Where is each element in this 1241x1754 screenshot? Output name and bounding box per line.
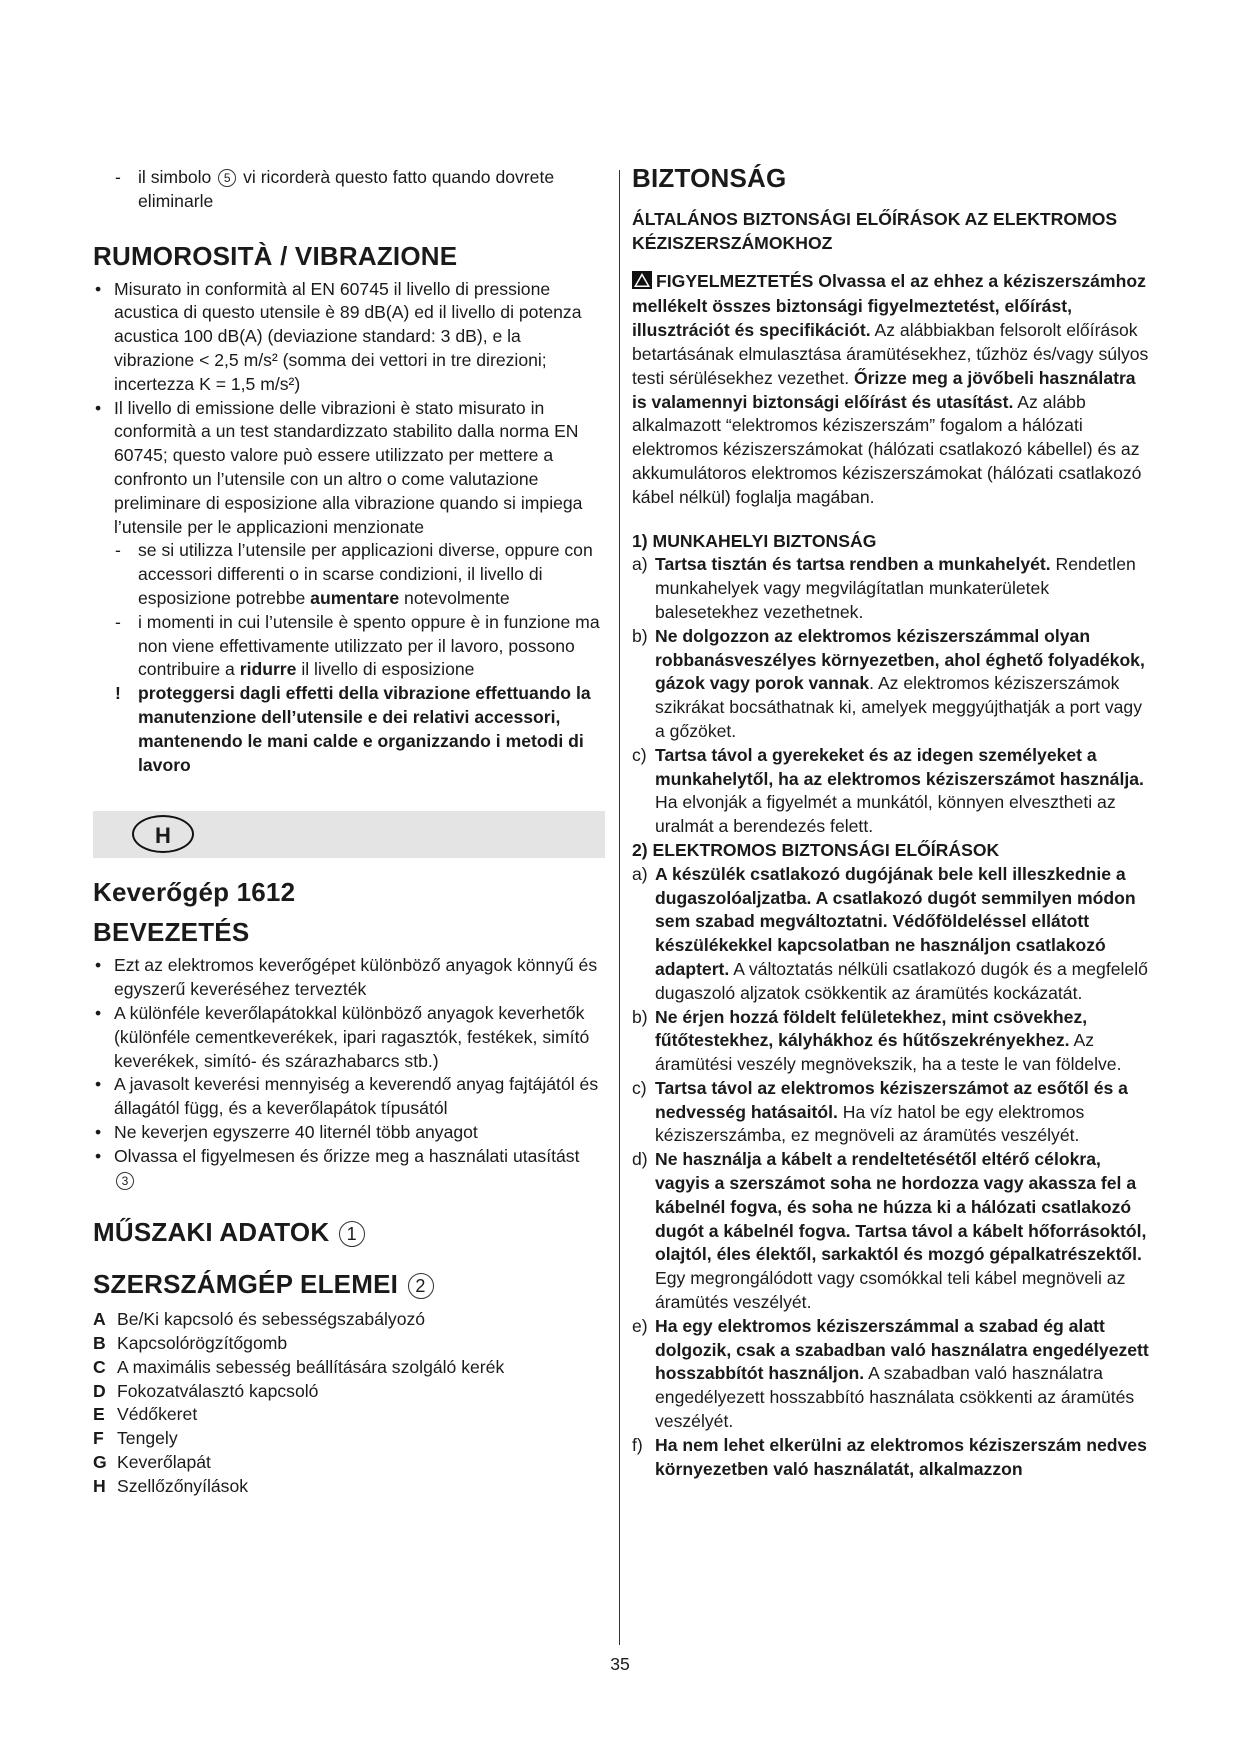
section-2-item-e: e) Ha egy elektromos kéziszerszámmal a szabad ég alatt dolgozik, csak a szabadban való használatra engedélyezett hosszabbítót használjon. A szabadban való használatra engedélyezett hosszabbító használata csökkenti az áramütés veszélyét. <box>632 1315 1149 1432</box>
noise-title: RUMOROSITÀ / VIBRAZIONE <box>93 240 458 271</box>
section-2-item-c: c) Tartsa távol az elektromos kéziszerszámot az esőtől és a nedvesség hatásaitól. Ha víz hatol be egy elektromos kéziszerszámba, ez megnöveli az áramütés veszélyét. <box>632 1077 1128 1146</box>
general-safety-title: ÁLTALÁNOS BIZTONSÁGI ELŐÍRÁSOK AZ ELEKTROMOS KÉZISZERSZÁMOKHOZ <box>632 209 1118 253</box>
noise-dash-2: - i momenti in cui l’utensile è spento oppure è in funzione ma non viene effettivamente utilizzato per il lavoro, possono contribuire a ridurre il livello di esposizione <box>115 611 600 680</box>
circled-number-ref: 5 <box>218 169 236 187</box>
section-2-item-f: f) Ha nem lehet elkerülni az elektromos kéziszerszám nedves környezetben való használatát, alkalmazzon <box>632 1434 1147 1479</box>
section-1-item-b: b) Ne dolgozzon az elektromos kéziszerszámmal olyan robbanásveszélyes környezetben, ahol éghető folyadékok, gázok vagy porok vannak. Az elektromos kéziszerszámok szikrákat bocsáthatnak ki, amelyek meggyújthatják a port vagy a gőzöket. <box>632 625 1145 741</box>
noise-bullet-2: • Il livello di emissione delle vibrazioni è stato misurato in conformità a un test standardizzato stabilito dalla norma EN 60745; questo valore può essere utilizzato per mettere a confronto un l’utensile con un altro o come valutazione preliminare di esposizione alla vibrazione quando si impiega l’utensile per le applicazioni menzionate <box>95 397 583 537</box>
noise-bullet-1: • Misurato in conformità al EN 60745 il livello di pressione acustica di questo utensile è 89 dB(A) ed il livello di potenza acustica 100 dB(A) (deviazione standard: 3 dB), e la vibrazione < 2,5 m/s² (somma dei vettori in tre direzioni; incertezza K = 1,5 m/s²) <box>95 278 582 394</box>
part-item: E Védőkeret <box>93 1404 198 1425</box>
section-2-title: 2) ELEKTROMOS BIZTONSÁGI ELŐÍRÁSOK <box>632 839 1000 860</box>
section-1-list <box>632 553 1150 839</box>
section-2-list <box>632 863 1150 1482</box>
circled-number-ref: 3 <box>116 1172 134 1190</box>
dash-text: il simbolo <box>138 167 217 187</box>
safety-title: BIZTONSÁG <box>632 163 787 193</box>
section-2-item-b: b) Ne érjen hozzá földelt felületekhez, mint csövekhez, fűtőtestekhez, kályhákhoz és hűtőszekrényekhez. Az áramütési veszély megnövekszik, ha a teste le van földelve. <box>632 1006 1122 1075</box>
right-column <box>632 162 1150 1481</box>
left-column <box>93 166 605 1499</box>
language-code-oval: H <box>132 815 194 853</box>
circled-number-ref: 1 <box>339 1221 365 1247</box>
noise-warning: ! proteggersi dagli effetti della vibrazione effettuando la manutenzione dell’utensile e dei relativi accessori, mantenendo le mani calde e organizzando i metodi di lavoro <box>115 683 591 775</box>
section-1-item-a: a) Tartsa tisztán és tartsa rendben a munkahelyét. Rendetlen munkahelyek vagy megvilágítatlan munkaterületek balesetekhez vezethetnek. <box>632 554 1136 622</box>
section-1-title: 1) MUNKAHELYI BIZTONSÁG <box>632 530 877 551</box>
column-divider <box>619 170 620 1645</box>
intro-bullet-1: • Ezt az elektromos keverőgépet különböző anyagok könnyű és egyszerű keveréséhez tervezték <box>95 955 598 1000</box>
parts-title: SZERSZÁMGÉP ELEMEI 2 <box>93 1268 605 1300</box>
part-item: H Szellőzőnyílások <box>93 1475 249 1496</box>
section-2-item-a: a) A készülék csatlakozó dugójának bele kell illeszkednie a dugaszolóaljzatba. A csatlakozó dugót semmilyen módon sem szabad megváltoztatni. Védőföldeléssel ellátott készülékekkel kapcsolatban ne használjon csatlakozó adaptert. A változtatás nélküli csatlakozó dugók és a megfelelő dugaszoló aljzatok csökkentik az áramütés kockázatát. <box>632 863 1148 1003</box>
part-item: F Tengely <box>93 1428 178 1449</box>
part-item: G Keverőlapát <box>93 1452 211 1473</box>
dash-mark: - <box>115 167 121 187</box>
language-band <box>93 811 605 858</box>
intro-bullet-3: • A javasolt keverési mennyiség a keverendő anyag fajtájától és állagától függ, és a keverőlapátok típusától <box>95 1074 599 1119</box>
page-number: 35 <box>610 1654 630 1674</box>
circled-number-ref: 2 <box>408 1273 434 1299</box>
noise-dash-1: - se si utilizza l’utensile per applicazioni diverse, oppure con accessori differenti o in scarse condizioni, il livello di esposizione potrebbe aumentare notevolmente <box>115 540 593 608</box>
product-title: Keverőgép 1612 <box>93 877 296 908</box>
intro-bullet-4: • Ne keverjen egyszerre 40 liternél több anyagot <box>95 1121 478 1142</box>
dash-text-rest: vi ricorderà questo fatto quando dovrete eliminarle <box>138 167 555 211</box>
intro-bullet-2: • A különféle keverőlapátokkal különböző anyagok keverhetők (különféle cementkeverékek, ipari ragasztók, festékek, simító keverékek, simító- és szárazhabarcs stb.) <box>95 1002 590 1071</box>
intro-dash-item <box>93 166 605 214</box>
part-item: A Be/Ki kapcsoló és sebességszabályozó <box>93 1309 426 1330</box>
section-2-item-d: d) Ne használja a kábelt a rendeltetésétől eltérő célokra, vagyis a szerszámot soha ne hordozza vagy akassza fel a kábelnél fogva, és soha ne húzza ki a hálózati csatlakozó dugót a kábelnél fogva. Tartsa távol a kábelt hőforrásoktól, olajtól, éles élektől, sarkaktól és mozgó gépalkatrészektől. Egy megrongálódott vagy csomókkal teli kábel megnöveli az áramütés veszélyét. <box>632 1149 1147 1313</box>
general-warning-paragraph: FIGYELMEZTETÉS Olvassa el az ehhez a kéziszerszámhoz mellékelt összes biztonsági figyelmeztetést, előírást, illusztrációt és specifikációt. Az alábbiakban felsorolt előírások betartásának elmulasztása áramütésekhez, tűzhöz és/vagy súlyos testi sérülésekhez vezethet. Őrizze meg a jövőbeli használatra is valamennyi biztonsági előírást és utasítást. Az alább alkalmazott “elektromos kéziszerszám” fogalom a hálózati elektromos kéziszerszámokat (hálózati csatlakozó kábellel) és az akkumulátoros elektromos kéziszerszámokat (hálózati csatlakozó kábel nélkül) foglalja magában. <box>632 270 1149 507</box>
section-1-item-c: c) Tartsa távol a gyerekeket és az idegen személyeket a munkahelytől, ha az elektromos kéziszerszámot használja. Ha elvonják a figyelmét a munkától, könnyen elvesztheti az uralmát a berendezés felett. <box>632 744 1144 837</box>
intro-bullet-5: • Olvassa el figyelmesen és őrizze meg a használati utasítást 3 <box>95 1145 580 1188</box>
part-item: D Fokozatválasztó kapcsoló <box>93 1380 319 1401</box>
intro-title: BEVEZETÉS <box>93 917 250 948</box>
specs-title: MŰSZAKI ADATOK 1 <box>93 1216 605 1248</box>
warning-triangle-icon <box>632 271 652 296</box>
part-item: C A maximális sebesség beállítására szolgáló kerék <box>93 1356 505 1377</box>
part-item: B Kapcsolórögzítőgomb <box>93 1333 288 1354</box>
parts-list <box>93 1308 605 1498</box>
